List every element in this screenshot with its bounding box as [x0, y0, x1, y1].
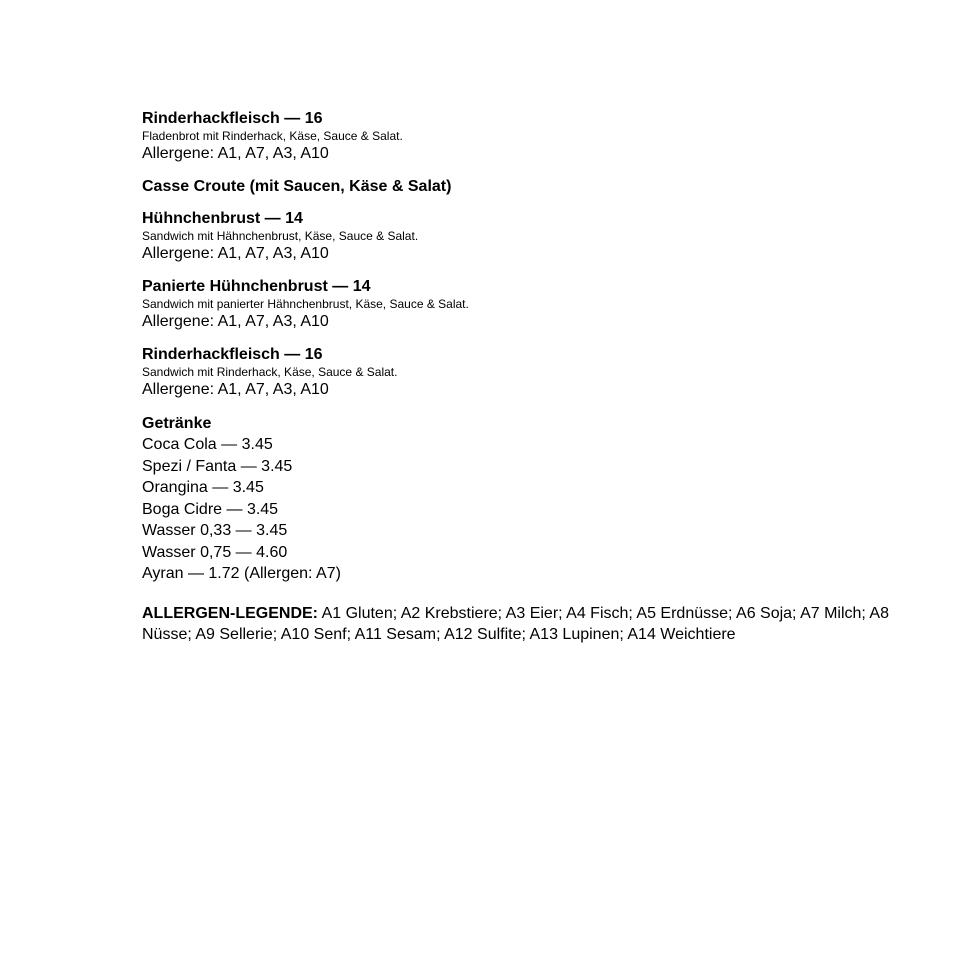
drinks-heading: Getränke: [142, 415, 212, 432]
item-allergens: Allergene: A1, A7, A3, A10: [142, 145, 329, 162]
legend-text: A1 Gluten; A2 Krebstiere; A3 Eier; A4 Fisch; A5 Erdnüsse; A6 Soja; A7 Milch; A8 Nüsse; A9 Sellerie; A10 Senf; A11 Sesam; A12 Sulfite; A13 Lupinen; A14 Weichtiere: [142, 604, 889, 643]
drink-item: Coca Cola — 3.45: [142, 436, 273, 453]
menu-page: [142, 110, 942, 645]
menu-item: [142, 110, 942, 164]
drink-item: Wasser 0,33 — 3.45: [142, 522, 288, 539]
item-name: Rinderhackfleisch — 16: [142, 110, 323, 127]
item-allergens: Allergene: A1, A7, A3, A10: [142, 381, 329, 398]
item-name: Rinderhackfleisch — 16: [142, 346, 323, 363]
item-allergens: Allergene: A1, A7, A3, A10: [142, 245, 329, 262]
item-description: Sandwich mit Rinderhack, Käse, Sauce & Salat.: [142, 365, 398, 379]
drink-item: Boga Cidre — 3.45: [142, 500, 279, 518]
menu-item: [142, 210, 942, 264]
drink-item: Wasser 0,75 — 4.60: [142, 543, 288, 561]
item-description: Sandwich mit Hähnchenbrust, Käse, Sauce & Salat.: [142, 229, 419, 243]
drink-item: Orangina — 3.45: [142, 479, 264, 496]
section-heading: Casse Croute (mit Saucen, Käse & Salat): [142, 178, 452, 195]
item-description: Fladenbrot mit Rinderhack, Käse, Sauce & Salat.: [142, 129, 403, 143]
item-name: Hühnchenbrust — 14: [142, 210, 303, 227]
menu-item: [142, 346, 942, 400]
drinks-section: [142, 414, 942, 585]
item-description: Sandwich mit panierter Hähnchenbrust, Käse, Sauce & Salat.: [142, 297, 469, 311]
legend-label: ALLERGEN-LEGENDE:: [142, 604, 318, 622]
item-allergens: Allergene: A1, A7, A3, A10: [142, 313, 329, 330]
allergen-legend: [142, 603, 932, 645]
menu-item: [142, 278, 942, 332]
drink-item: Spezi / Fanta — 3.45: [142, 457, 293, 475]
item-name: Panierte Hühnchenbrust — 14: [142, 278, 371, 295]
drink-item: Ayran — 1.72 (Allergen: A7): [142, 565, 341, 582]
